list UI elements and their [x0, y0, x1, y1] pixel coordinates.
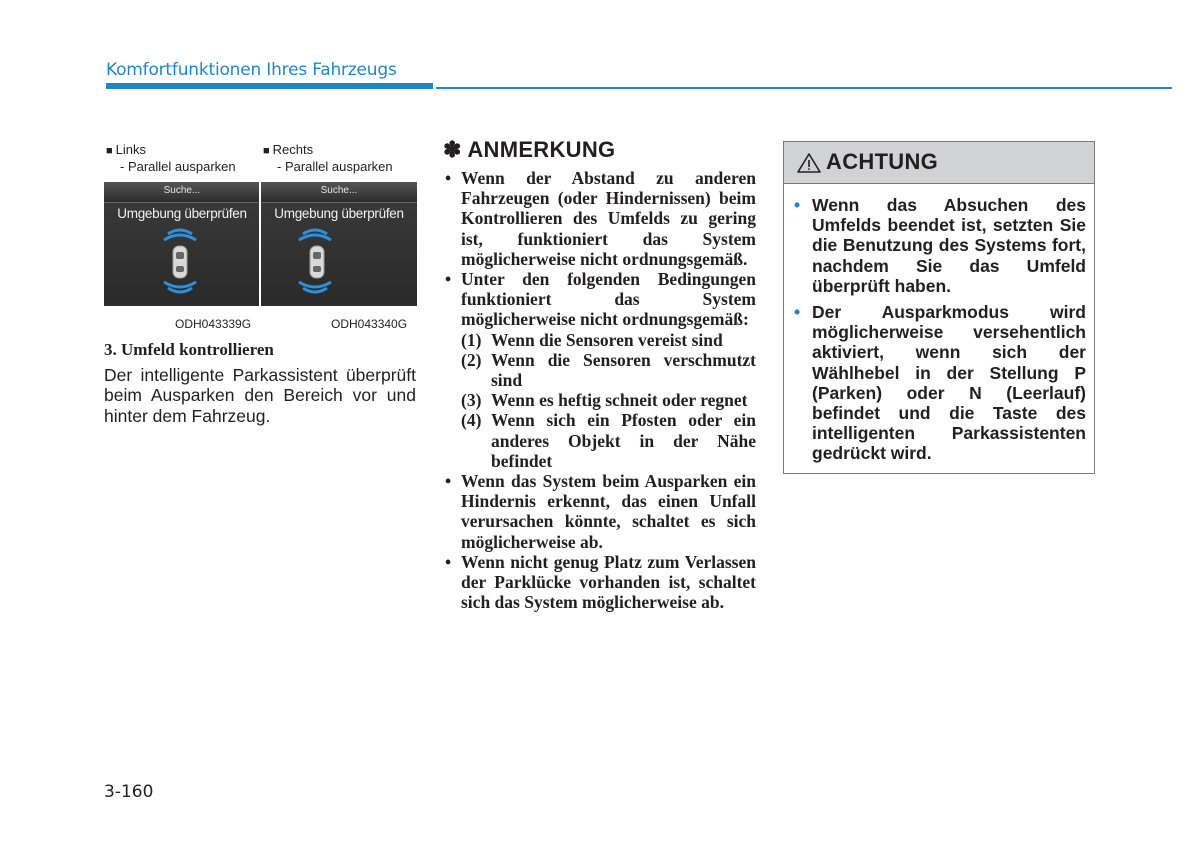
condition-number: (1) [461, 329, 482, 350]
page-number: 3-160 [104, 782, 154, 802]
note-item-text: Wenn das System beim Ausparken ein Hindernis erkennt, das einen Unfall verursachen könnte, schaltet es sich möglicherweise ab. [461, 471, 756, 552]
warning-list [794, 195, 1086, 470]
note-item [443, 552, 756, 613]
condition-item [461, 350, 756, 390]
note-item [443, 168, 756, 269]
square-bullet-icon: ■ [263, 145, 270, 157]
legend-sub-left: - Parallel ausparken [120, 159, 236, 174]
warning-triangle-icon [796, 152, 822, 174]
legend-sub-right: - Parallel ausparken [277, 159, 393, 174]
note-heading: ✽ ANMERKUNG [443, 137, 616, 162]
header-rule-thick [106, 83, 433, 89]
square-bullet-icon: ■ [106, 145, 113, 157]
note-item [443, 471, 756, 552]
screen-message-left: Umgebung überprüfen [117, 206, 247, 221]
condition-text: Wenn die Sensoren verschmutzt sind [491, 349, 756, 391]
warning-header [784, 142, 1094, 184]
condition-text: Wenn die Sensoren vereist sind [491, 329, 723, 350]
warning-box [783, 141, 1095, 474]
screen-status-left: Suche... [163, 185, 201, 196]
figure-legend-right [263, 142, 393, 175]
note-item [443, 269, 756, 471]
section-title: 3. Umfeld kontrollieren [104, 340, 274, 359]
car-sensor-icon [261, 182, 417, 306]
figure-legend-left [106, 142, 236, 175]
condition-item [461, 410, 756, 471]
note-item-text: Wenn der Abstand zu anderen Fahrzeugen (oder Hindernissen) beim Kontrollieren des Umfelds zu gering ist, funktioniert das System möglicherweise nicht ordnungsgemäß. [461, 168, 756, 269]
condition-list [461, 330, 756, 471]
condition-number: (3) [461, 390, 482, 411]
figure-code-right: ODH043340G [331, 317, 408, 331]
legend-label-left: Links [115, 142, 147, 157]
display-screen-left [104, 182, 260, 306]
warning-heading: ACHTUNG [826, 149, 939, 174]
condition-text: Wenn sich ein Pfosten oder ein anderes Objekt in der Nähe befindet [491, 410, 756, 471]
note-item-text: Unter den folgenden Bedingungen funktioniert das System möglicherweise nicht ordnungsgemäß: [461, 269, 756, 330]
car-sensor-icon [104, 182, 260, 306]
screen-message-right: Umgebung überprüfen [274, 206, 404, 221]
condition-item [461, 330, 756, 350]
condition-number: (4) [461, 410, 482, 431]
display-screen-right [261, 182, 417, 306]
figure-code-left: ODH043339G [175, 317, 252, 331]
condition-text: Wenn es heftig schneit oder regnet [491, 390, 748, 411]
note-item-text: Wenn nicht genug Platz zum Verlassen der Parklücke vorhanden ist, schaltet sich das System möglicherweise ab. [461, 551, 756, 613]
warning-item: • Der Ausparkmodus wird möglicherweise versehentlich aktiviert, wenn sich der Wählhebel in der Stellung P (Parken) oder N (Leerlauf) befindet und die Taste des intelligenten Parkassistenten gedrückt wird. [794, 302, 1086, 464]
condition-number: (2) [461, 349, 482, 370]
screen-status-right: Suche... [320, 185, 358, 196]
section-body: Der intelligente Parkassistent überprüft beim Ausparken den Bereich vor und hinter dem Fahrzeug. [104, 365, 416, 426]
header-title: Komfortfunktionen Ihres Fahrzeugs [106, 60, 397, 80]
note-list [443, 168, 756, 612]
warning-item: • Wenn das Absuchen des Umfelds beendet ist, setzten Sie die Benutzung des Systems fort, nachdem Sie das Umfeld überprüft haben. [794, 195, 1086, 296]
condition-item [461, 390, 756, 410]
header-rule-thin [436, 87, 1172, 89]
legend-label-right: Rechts [272, 142, 314, 157]
